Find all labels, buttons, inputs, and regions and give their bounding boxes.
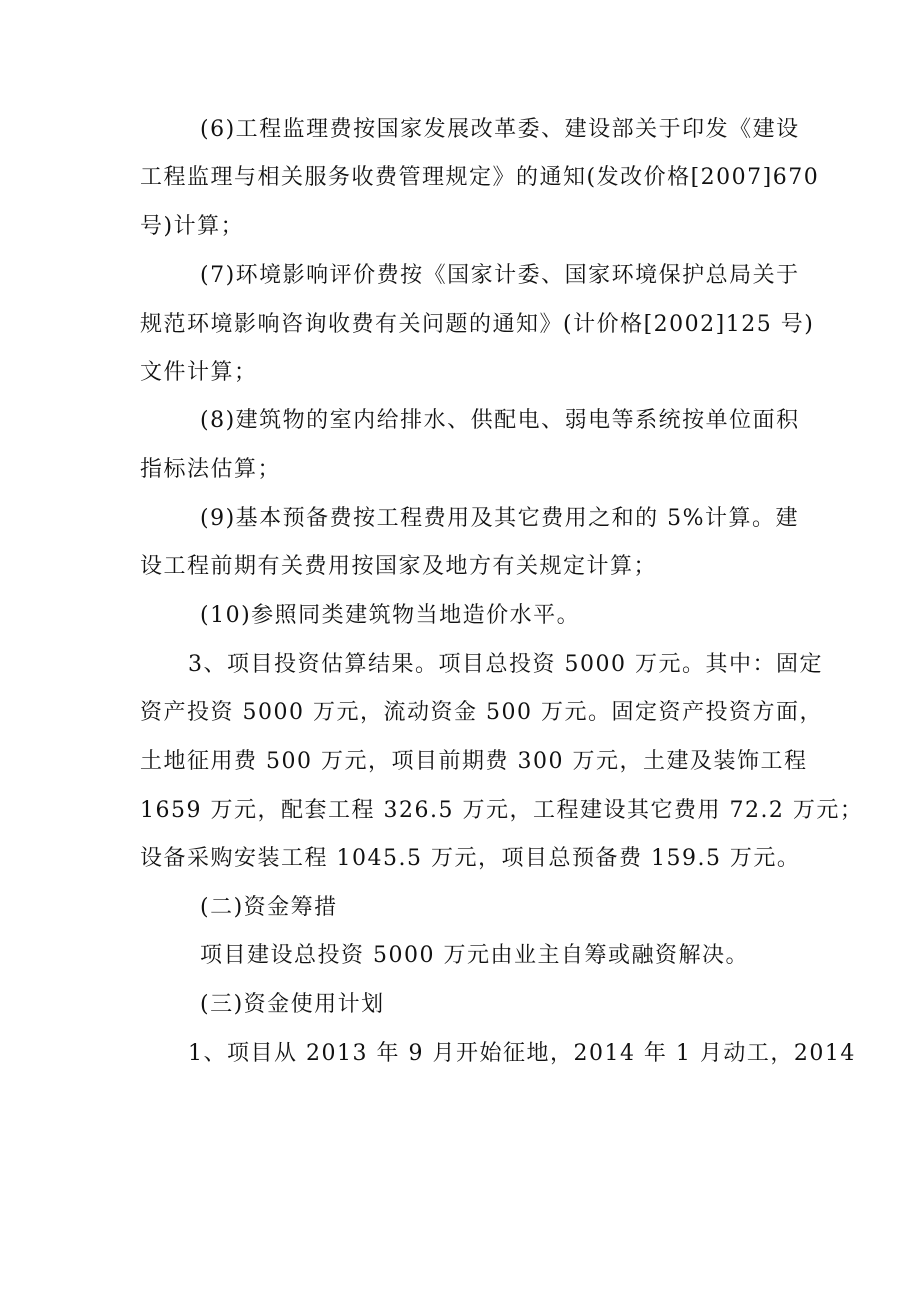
usage-plan-line-1: 1、项目从 2013 年 9 月开始征地，2014 年 1 月动工，2014	[188, 1041, 856, 1066]
paragraph-6-line-1: (6)工程监理费按国家发展改革委、建设部关于印发《建设	[200, 117, 800, 142]
paragraph-3-line-3: 土地征用费 500 万元，项目前期费 300 万元，土建及装饰工程	[140, 749, 808, 774]
paragraph-3-line-5: 设备采购安装工程 1045.5 万元，项目总预备费 159.5 万元。	[140, 846, 801, 871]
paragraph-6-line-2: 工程监理与相关服务收费管理规定》的通知(发改价格[2007]670	[140, 165, 820, 190]
paragraph-8-line-1: (8)建筑物的室内给排水、供配电、弱电等系统按单位面积	[200, 408, 800, 433]
paragraph-3-line-1: 3、项目投资估算结果。项目总投资 5000 万元。其中：固定	[188, 652, 823, 677]
paragraph-6-line-3: 号)计算；	[140, 214, 245, 239]
paragraph-10-line-1: (10)参照同类建筑物当地造价水平。	[200, 603, 581, 628]
paragraph-7-line-1: (7)环境影响评价费按《国家计委、国家环境保护总局关于	[200, 263, 800, 288]
paragraph-7-line-3: 文件计算；	[140, 360, 258, 385]
section-heading-funding: (二)资金筹措	[200, 895, 338, 920]
funding-paragraph: 项目建设总投资 5000 万元由业主自筹或融资解决。	[200, 943, 749, 968]
paragraph-7-line-2: 规范环境影响咨询收费有关问题的通知》(计价格[2002]125 号)	[140, 312, 815, 337]
section-heading-usage-plan: (三)资金使用计划	[200, 992, 385, 1017]
paragraph-8-line-2: 指标法估算；	[140, 457, 282, 482]
paragraph-9-line-1: (9)基本预备费按工程费用及其它费用之和的 5%计算。建	[200, 506, 800, 531]
paragraph-3-line-2: 资产投资 5000 万元，流动资金 500 万元。固定资产投资方面，	[140, 700, 823, 725]
paragraph-3-line-4: 1659 万元，配套工程 326.5 万元，工程建设其它费用 72.2 万元；	[140, 798, 864, 823]
paragraph-9-line-2: 设工程前期有关费用按国家及地方有关规定计算；	[140, 554, 658, 579]
